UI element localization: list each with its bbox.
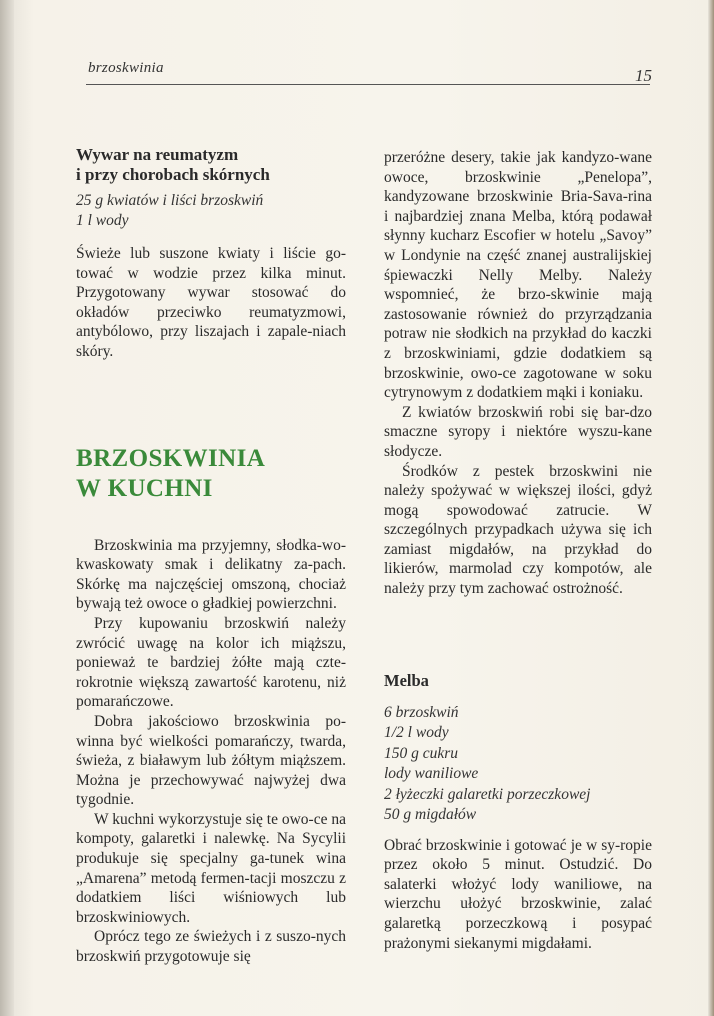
melba-ingredients <box>384 703 652 826</box>
remedy-title-line2: i przy chorobach skórnych <box>76 165 270 184</box>
ingredient-item: 2 łyżeczki galaretki porzeczkowej <box>384 785 591 803</box>
right-paragraph: przeróżne desery, takie jak kandyzo-wane owoce, brzoskwinie „Penelopa”, kandyzowane brzoskwinie Bria-Sava-rina i najbardziej znana Melba, którą podawał słynny kucharz Escofier w hotelu „Savoy” w Londynie na część znanej australijskiej śpiewaczki Nelly Melby. Należy wspomnieć, że brzo-skwinie mają zastosowanie również do przyrządzania potraw nie słodkich na przykład do kaczki z brzoskwiniami, gdzie dodatkiem są brzoskwinie, owo-ce zagotowane w soku cytrynowym z dodatkiem mąki i koniaku. <box>384 149 652 402</box>
remedy-title <box>76 145 346 185</box>
melba-text: Obrać brzoskwinie i gotować je w sy-ropie przez około 5 minut. Ostudzić. Do salaterki włożyć lody waniliowe, na wierzchu ułożyć brzoskwinie, zalać galaretką porzeczkową i posypać prażonymi siekanymi migdałami. <box>384 836 652 952</box>
section-paragraph: Brzoskwinia ma przyjemny, słodka-wo-kwaskowaty smak i delikatny za-pach. Skórkę ma najczęściej omszoną, chociaż bywają też owoce o gładkiej powierzchni. <box>76 536 346 613</box>
ingredient-item: 50 g migdałów <box>384 806 477 824</box>
melba-title: Melba <box>384 670 429 690</box>
section-title-line2: W KUCHNI <box>76 474 213 502</box>
section-paragraph: Dobra jakościowo brzoskwinia po-winna być wielkości pomarańczy, twarda, świeża, z białawym lub żółtym miąższem. Można je przechowywać najwyżej dwa tygodnie. <box>76 712 346 809</box>
left-column <box>76 145 346 967</box>
right-paragraph: Z kwiatów brzoskwiń robi się bar-dzo smaczne syropy i niektóre wyszu-kane słodycze. <box>384 403 652 460</box>
ingredient-item: 1 l wody <box>76 211 129 229</box>
section-title-line1: BRZOSKWINIA <box>76 444 266 472</box>
ingredient-item: 25 g kwiatów i liści brzoskwiń <box>76 192 264 209</box>
ingredient-item: lody waniliowe <box>384 765 479 783</box>
ingredient-item: 6 brzoskwiń <box>384 703 459 721</box>
remedy-ingredients <box>76 191 346 230</box>
section-paragraph: Przy kupowaniu brzoskwiń należy zwrócić uwagę na kolor ich miąższu, ponieważ te bardziej żółte mają czte-rokrotnie większą zawartość karotenu, niż pomarańczowe. <box>76 614 346 711</box>
section-title <box>76 444 346 504</box>
right-paragraph: Środków z pestek brzoskwini nie należy spożywać w większej ilości, gdyż mogą spowodować zatrucie. W szczególnych przypadkach używa się ich zamiast migdałów, na przykład do likierów, marmolad czy kompotów, ale należy przy tym zachować ostrożność. <box>384 462 652 598</box>
remedy-title-line1: Wywar na reumatyzm <box>76 145 239 164</box>
right-column <box>384 148 652 953</box>
running-head: brzoskwinia <box>88 60 164 76</box>
page-number: 15 <box>635 66 652 85</box>
section-paragraph: Oprócz tego ze świeżych i z suszo-nych brzoskwiń przygotowuje się <box>76 928 346 966</box>
page-edge <box>708 0 714 1016</box>
remedy-text: Świeże lub suszone kwiaty i liście go-tować w wodzie przez kilka minut. Przygotowany wywar stosować do okładów przeciwko reumatyzmowi, antybólowo, przy liszajach i zapale-niach skóry. <box>76 245 346 360</box>
page-gutter <box>0 0 14 1016</box>
header-rule <box>86 84 650 85</box>
section-paragraph: W kuchni wykorzystuje się te owo-ce na kompoty, galaretki i nalewkę. Na Sycylii produkuje się specjalny ga-tunek wina „Amarena” metodą fermen-tacji moszczu z dodatkiem liści wiśniowych lub brzoskwiniowych. <box>76 810 346 926</box>
ingredient-item: 150 g cukru <box>384 744 459 762</box>
ingredient-item: 1/2 l wody <box>384 724 449 742</box>
